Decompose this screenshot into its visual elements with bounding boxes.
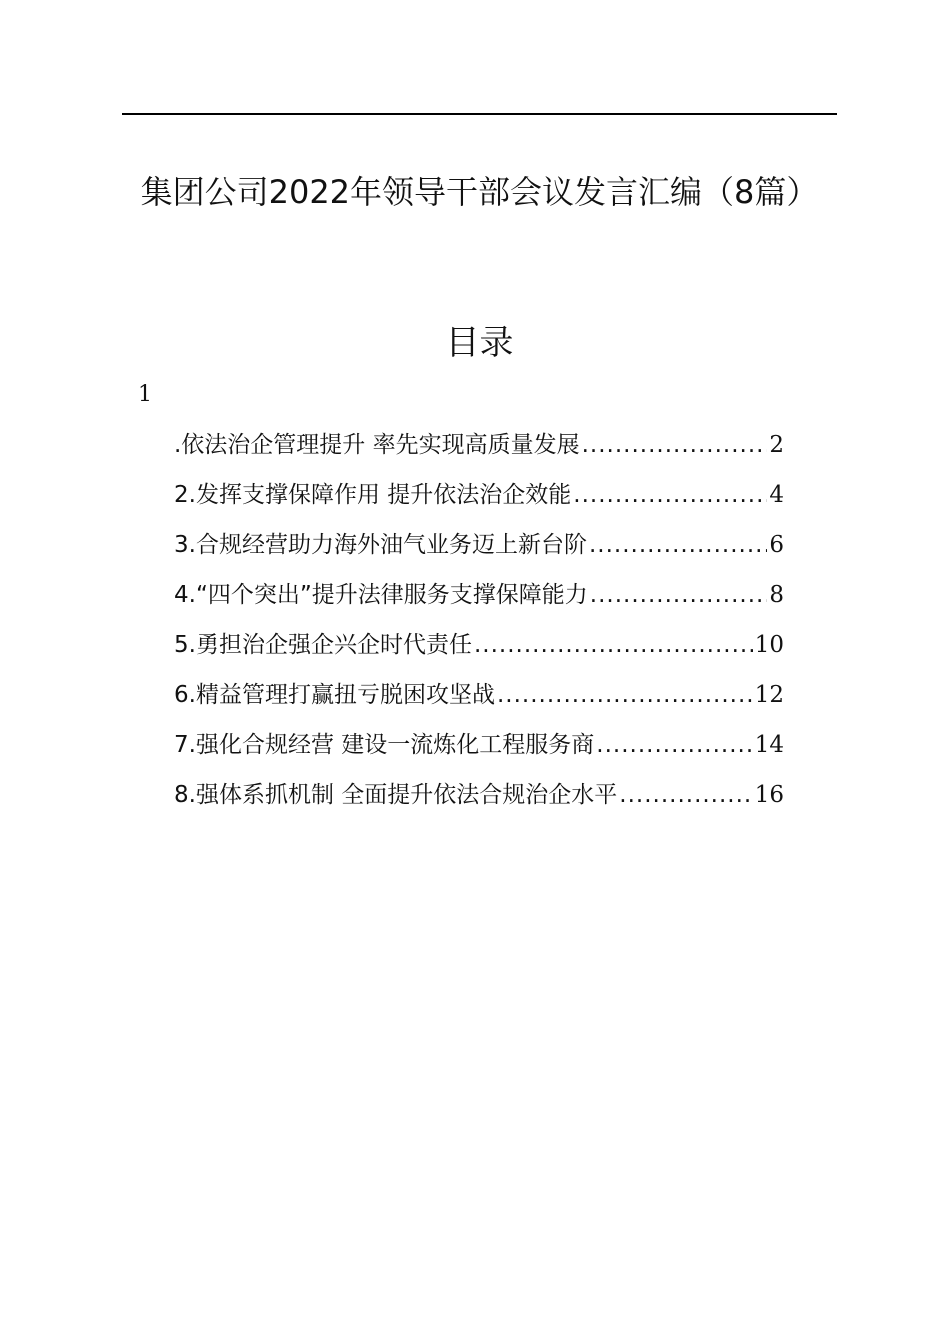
toc-dot-leader bbox=[596, 720, 752, 770]
toc-entry[interactable] bbox=[174, 720, 784, 770]
toc-dot-leader bbox=[589, 520, 767, 570]
toc-dot-leader bbox=[619, 770, 752, 820]
toc-page-number: 10 bbox=[754, 632, 784, 658]
toc-entry-title: 7.强化合规经营 建设一流炼化工程服务商 bbox=[174, 732, 595, 758]
toc-page-number: 8 bbox=[769, 582, 784, 608]
toc-entry[interactable] bbox=[174, 570, 784, 620]
toc-entry[interactable] bbox=[174, 470, 784, 520]
header-rule bbox=[122, 113, 837, 115]
toc-entry[interactable] bbox=[174, 670, 784, 720]
document-title: 集团公司2022年领导干部会议发言汇编（8篇） bbox=[140, 173, 819, 211]
toc-heading: 目录 bbox=[445, 323, 514, 363]
toc-entry[interactable] bbox=[174, 620, 784, 670]
toc-number-fragment: 1 bbox=[138, 382, 152, 407]
toc-entry-title: 3.合规经营助力海外油气业务迈上新台阶 bbox=[174, 532, 587, 558]
toc-entry[interactable] bbox=[174, 420, 784, 470]
toc-dot-leader bbox=[474, 620, 753, 670]
toc-page-number: 4 bbox=[769, 482, 784, 508]
toc-page-number: 12 bbox=[754, 682, 784, 708]
toc-page-number: 2 bbox=[769, 432, 784, 458]
toc-dot-leader bbox=[573, 470, 767, 520]
toc-page-number: 16 bbox=[754, 782, 784, 808]
toc-dot-leader bbox=[582, 420, 768, 470]
toc-dot-leader bbox=[590, 570, 768, 620]
toc-entry-title: .依法治企管理提升 率先实现高质量发展 bbox=[174, 432, 580, 458]
table-of-contents bbox=[174, 420, 784, 820]
toc-page-number: 6 bbox=[769, 532, 784, 558]
toc-entry[interactable] bbox=[174, 770, 784, 820]
toc-entry-title: 5.勇担治企强企兴企时代责任 bbox=[174, 632, 472, 658]
toc-page-number: 14 bbox=[754, 732, 784, 758]
toc-entry-title: 6.精益管理打赢扭亏脱困攻坚战 bbox=[174, 682, 495, 708]
toc-entry-title: 8.强体系抓机制 全面提升依法合规治企水平 bbox=[174, 782, 618, 808]
toc-entry-title: 4.“四个突出”提升法律服务支撑保障能力 bbox=[174, 582, 588, 608]
toc-entry[interactable] bbox=[174, 520, 784, 570]
toc-dot-leader bbox=[497, 670, 753, 720]
toc-entry-title: 2.发挥支撑保障作用 提升依法治企效能 bbox=[174, 482, 572, 508]
